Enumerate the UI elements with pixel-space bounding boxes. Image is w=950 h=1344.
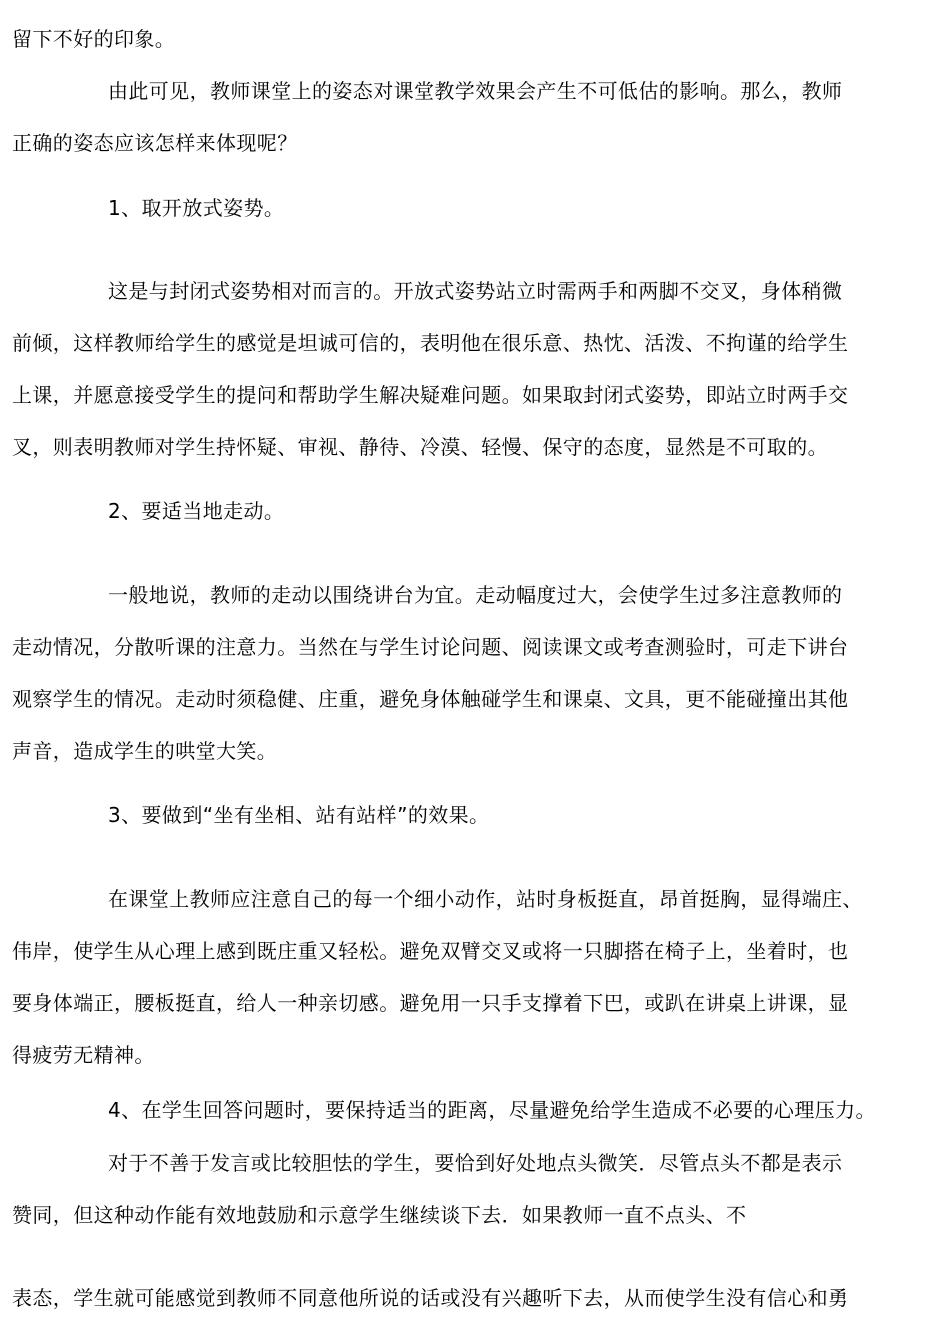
text-line: 上课，并愿意接受学生的提问和帮助学生解决疑难问题。如果取封闭式姿势，即站立时两手交 bbox=[12, 383, 849, 407]
section-heading-2: 2、要适当地走动。 bbox=[108, 499, 285, 523]
paragraph-first-line: 这是与封闭式姿势相对而言的。开放式姿势站立时需两手和两脚不交叉，身体稍微 bbox=[108, 279, 843, 303]
text-line: 赞同，但这种动作能有效地鼓励和示意学生继续谈下去．如果教师一直不点头、不 bbox=[12, 1203, 747, 1227]
paragraph-first-line: 由此可见，教师课堂上的姿态对课堂教学效果会产生不可低估的影响。那么，教师 bbox=[108, 79, 843, 103]
text-line: 留下不好的印象。 bbox=[12, 27, 176, 51]
section-heading-1: 1、取开放式姿势。 bbox=[108, 196, 285, 220]
text-line: 伟岸，使学生从心理上感到既庄重又轻松。避免双臂交叉或将一只脚搭在椅子上，坐着时，也 bbox=[12, 939, 849, 963]
text-line: 观察学生的情况。走动时须稳健、庄重，避免身体触碰学生和课桌、文具，更不能碰撞出其他 bbox=[12, 687, 849, 711]
text-line: 声音，造成学生的哄堂大笑。 bbox=[12, 739, 278, 763]
paragraph-first-line: 在课堂上教师应注意自己的每一个细小动作，站时身板挺直，昂首挺胸，显得端庄、 bbox=[108, 887, 863, 911]
section-heading-4: 4、在学生回答问题时，要保持适当的距离，尽量避免给学生造成不必要的心理压力。 bbox=[108, 1098, 876, 1122]
text-line: 表态，学生就可能感觉到教师不同意他所说的话或没有兴趣听下去，从而使学生没有信心和勇 bbox=[12, 1286, 849, 1310]
text-line: 叉，则表明教师对学生持怀疑、审视、静待、冷漠、轻慢、保守的态度，显然是不可取的。 bbox=[12, 435, 828, 459]
text-line: 走动情况，分散听课的注意力。当然在与学生讨论问题、阅读课文或考查测验时，可走下讲台 bbox=[12, 635, 849, 659]
section-heading-3: 3、要做到“坐有坐相、站有站样”的效果。 bbox=[108, 803, 490, 827]
paragraph-first-line: 对于不善于发言或比较胆怯的学生，要恰到好处地点头微笑．尽管点头不都是表示 bbox=[108, 1151, 843, 1175]
text-line: 要身体端正，腰板挺直，给人一种亲切感。避免用一只手支撑着下巴，或趴在讲桌上讲课，显 bbox=[12, 991, 849, 1015]
text-line: 前倾，这样教师给学生的感觉是坦诚可信的，表明他在很乐意、热忱、活泼、不拘谨的给学生 bbox=[12, 331, 849, 355]
text-line: 正确的姿态应该怎样来体现呢？ bbox=[12, 131, 298, 155]
paragraph-first-line: 一般地说，教师的走动以围绕讲台为宜。走动幅度过大，会使学生过多注意教师的 bbox=[108, 583, 843, 607]
text-line: 得疲劳无精神。 bbox=[12, 1043, 155, 1067]
